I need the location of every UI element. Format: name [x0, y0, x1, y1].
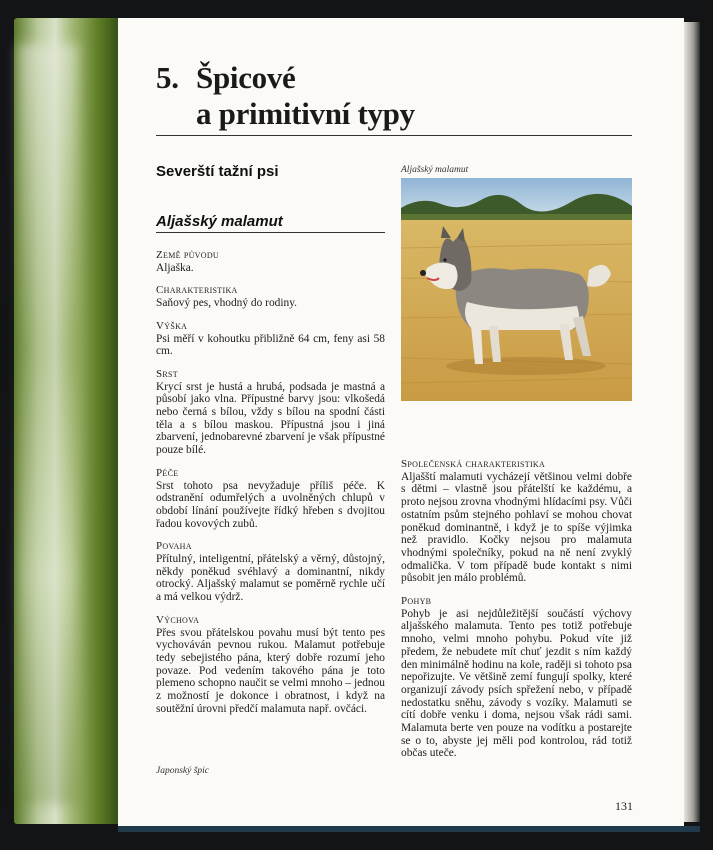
block-text: Pohyb je asi nejdůležitější součástí výchovy aljašského malamuta. Tento pes totiž potřebuje mnoho, velmi mnoho pohybu. Pokud víte již předem, že nebudete mít chuť jezdit s ním každý den minimálně hodinu na kole, raději si tohoto psa nepořizujte. Ve většině zemí fungují spolky, které organizují závody psích spřežení nebo, v případě nedostatku sněhu, závody s vozíky. Malamuti se cítí dobře venku i doma, nejsou však rádi sami. Malamuta berte ven pouze na vodítku a postarejte se o to, abyste jej měli pod kontrolou, rád totiž občas uteče. — [401, 607, 632, 760]
block-heading: Pohyb — [401, 595, 432, 608]
info-block-training — [156, 614, 385, 716]
block-heading: Výchova — [156, 613, 200, 626]
block-text: Aljašští malamuti vycházejí většinou velmi dobře s dětmi – vlastně jsou přátelští ke každému, a proto nejsou zrovna vhodnými hlídacími psy. Vůči ostatním psům stejného pohlaví se mohou chovat poněkud dominantně, i když je to spíše výjimka než pravidlo. Kočky nejsou pro malamuta vhodnými společníky, pokud na ně není zvyklý odmalička. V tom případě bude kontakt s nimi působit jen málo problémů. — [401, 470, 632, 585]
block-text: Krycí srst je hustá a hrubá, podsada je mastná a působí jako vlna. Přípustné barvy jsou: vlkošedá nebo černá s bílou, vždy s bílou na spodní části těla a s bílou maskou. Přípustná jsou i jiná zbarvení, jednobarevné zbarvení je však přípustné pouze bílé. — [156, 380, 385, 457]
info-block-height — [156, 320, 385, 358]
left-column — [156, 249, 385, 726]
block-heading: Země původu — [156, 249, 219, 261]
malamute-photo — [401, 178, 632, 401]
block-text: Přes svou přátelskou povahu musí být tento pes vychováván pevnou rukou. Malamut potřebuje tedy sebejistého pána, který dobře rozumí jeho povaze. Pod vedením takového pána je toto plemeno schopno naučit se velmi mnoho – jednou z možností je dokonce i obratnost, i když na soutěžní úrovni předčí malamuta např. ovčáci. — [156, 626, 385, 715]
bottom-caption: Japonský špic — [156, 766, 210, 776]
block-heading: Výška — [156, 319, 188, 332]
block-text: Srst tohoto psa nevyžaduje příliš péče. K odstranění odumřelých a uvolněných chlupů v období línání používejte řídký hřeben s dvojitou řadou kovových zubů. — [156, 479, 385, 530]
block-heading: Srst — [156, 367, 178, 380]
chapter-number: 5. — [156, 60, 179, 95]
info-block-coat — [156, 368, 385, 457]
block-heading: Povaha — [156, 540, 192, 553]
book-page — [118, 18, 684, 826]
chapter-rule — [156, 135, 632, 136]
page-stack-edge — [684, 22, 700, 822]
breed-title: Aljašský malamut — [156, 213, 283, 230]
info-block-temperament — [156, 540, 385, 604]
info-block-social — [401, 458, 632, 585]
block-text: Aljaška. — [156, 261, 194, 274]
block-text: Přítulný, inteligentní, přátelský a věrný, důstojný, někdy poněkud svéhlavý a dominantní, nikdy otrocký. Aljašský malamut se poměrně rychle učí a má velkou výdrž. — [156, 553, 385, 604]
breed-rule — [156, 232, 385, 233]
block-heading: Charakteristika — [156, 284, 238, 297]
block-heading: Péče — [156, 466, 179, 479]
block-text: Saňový pes, vhodný do rodiny. — [156, 297, 298, 310]
info-block-care — [156, 467, 385, 531]
block-heading: Společenská charakteristika — [401, 458, 546, 470]
malamute-illustration — [401, 178, 632, 401]
info-block-characteristics — [156, 284, 385, 309]
photo-caption: Aljašský malamut — [401, 165, 469, 175]
chapter-title-line2: a primitivní typy — [196, 96, 415, 131]
chapter-title-line1: Špicové — [196, 60, 296, 95]
section-title: Severští tažní psi — [156, 163, 279, 180]
left-page-photo-edge — [14, 18, 122, 824]
right-column — [401, 458, 632, 770]
chapter-title — [156, 60, 415, 132]
book-bottom-edge — [118, 826, 700, 832]
info-block-origin — [156, 249, 385, 274]
info-block-exercise — [401, 595, 632, 760]
page-number: 131 — [615, 799, 633, 813]
block-text: Psi měří v kohoutku přibližně 64 cm, feny asi 58 cm. — [156, 332, 385, 358]
spine-blur — [18, 44, 78, 804]
